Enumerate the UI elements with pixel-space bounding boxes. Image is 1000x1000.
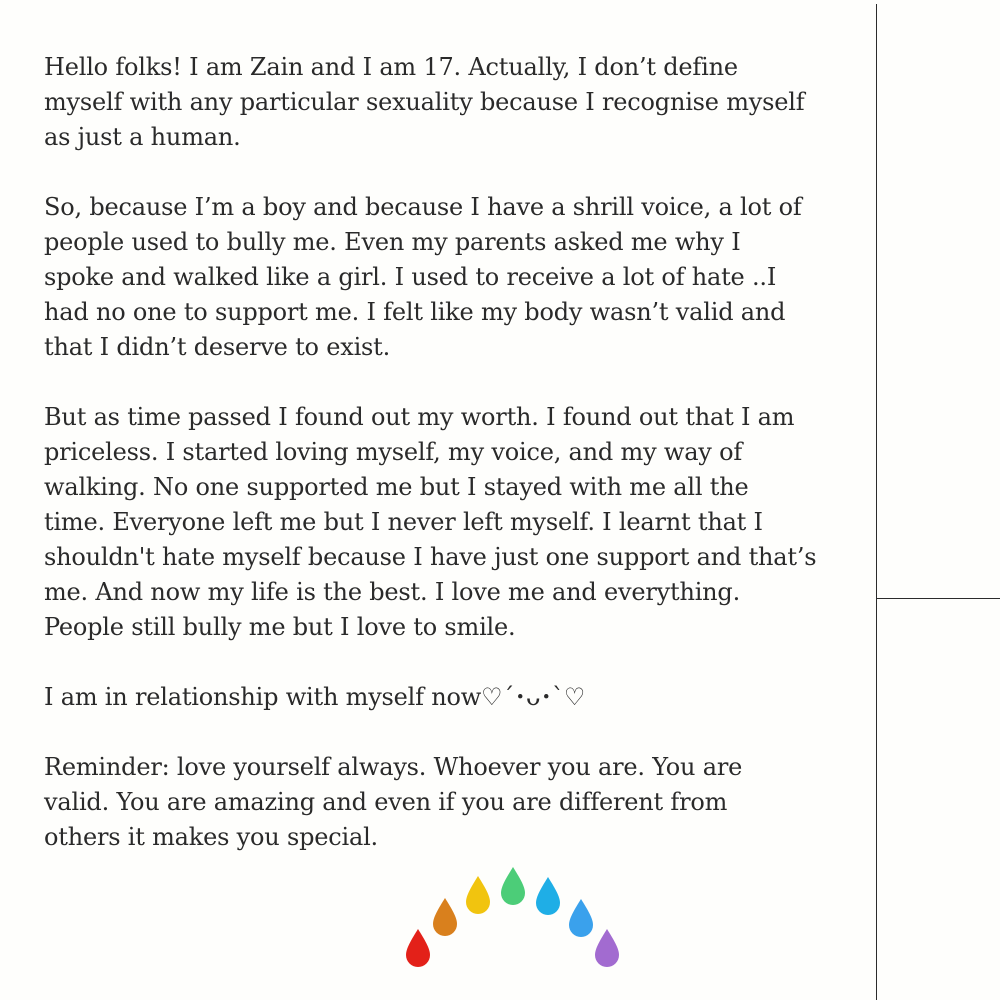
text-line: walking. No one supported me but I stayed with me all the	[44, 473, 749, 501]
raindrop-icon	[595, 929, 619, 967]
text-line: valid. You are amazing and even if you are different from	[44, 788, 728, 816]
text-line: me. And now my life is the best. I love me and everything.	[44, 578, 741, 606]
text-line: I am in relationship with myself now♡´･ᴗ･`♡	[44, 683, 586, 711]
text-line: But as time passed I found out my worth. I found out that I am	[44, 403, 795, 431]
text-line: priceless. I started loving myself, my voice, and my way of	[44, 438, 743, 466]
raindrop-icon	[466, 876, 490, 914]
paragraph-bullying	[44, 190, 874, 365]
text-line: as just a human.	[44, 123, 241, 151]
raindrop-icon	[433, 898, 457, 936]
text-line: others it makes you special.	[44, 823, 378, 851]
paragraph-introduction	[44, 50, 874, 155]
text-line: Reminder: love yourself always. Whoever you are. You are	[44, 753, 743, 781]
horizontal-divider-line	[877, 598, 1000, 599]
text-line: So, because I’m a boy and because I have a shrill voice, a lot of	[44, 193, 802, 221]
raindrop-icon	[406, 929, 430, 967]
text-line: Hello folks! I am Zain and I am 17. Actually, I don’t define	[44, 53, 738, 81]
text-line: had no one to support me. I felt like my body wasn’t valid and	[44, 298, 786, 326]
paragraph-reminder	[44, 750, 874, 855]
raindrop-icon	[501, 867, 525, 905]
text-line: time. Everyone left me but I never left myself. I learnt that I	[44, 508, 763, 536]
raindrop-icon	[536, 877, 560, 915]
paragraph-relationship	[44, 680, 874, 715]
text-line: People still bully me but I love to smile.	[44, 613, 516, 641]
vertical-divider-line	[876, 4, 877, 1000]
raindrop-icon	[569, 899, 593, 937]
letter-text	[44, 50, 874, 855]
text-line: myself with any particular sexuality because I recognise myself	[44, 88, 805, 116]
text-line: shouldn't hate myself because I have just one support and that’s	[44, 543, 817, 571]
text-line: people used to bully me. Even my parents asked me why I	[44, 228, 741, 256]
paragraph-self-worth	[44, 400, 874, 645]
text-line: spoke and walked like a girl. I used to receive a lot of hate ..I	[44, 263, 777, 291]
text-line: that I didn’t deserve to exist.	[44, 333, 391, 361]
